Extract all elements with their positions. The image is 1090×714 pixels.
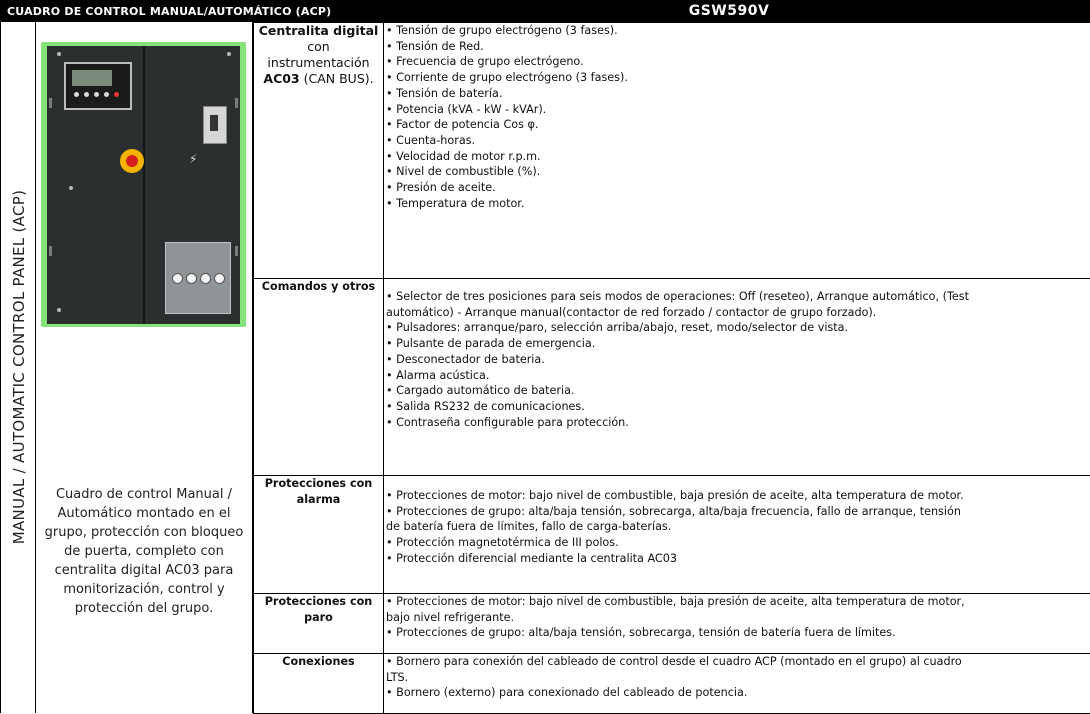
terminal-bolt-icon — [214, 273, 225, 284]
terminal-bolt-icon — [200, 273, 211, 284]
list-item: • Selector de tres posiciones para seis modos de operaciones: Off (reseteo), Arranque automático, (Test — [384, 289, 1090, 305]
section-title: Centralita digital — [259, 23, 379, 38]
list-item: • Bornero para conexión del cableado de control desde el cuadro ACP (montado en el grupo) al cuadro — [384, 654, 1090, 670]
screw-icon — [57, 52, 61, 56]
terminal-bolt-icon — [186, 273, 197, 284]
section-items-cell — [384, 279, 1090, 476]
list-item: • Protección diferencial mediante la centralita AC03 — [384, 551, 1090, 567]
section-model: AC03 — [263, 71, 299, 86]
list-item: • Tensión de Red. — [384, 39, 1090, 55]
hinge-icon — [49, 98, 52, 108]
table-row — [254, 279, 1090, 476]
list-item: bajo nivel refrigerante. — [384, 610, 1090, 626]
hinge-icon — [235, 246, 238, 256]
electrical-hazard-icon: ⚡ — [189, 152, 197, 166]
controller-button-icon — [74, 92, 79, 97]
list-item: • Protección magnetotérmica de III polos. — [384, 535, 1090, 551]
screw-icon — [69, 186, 73, 190]
list-item: • Frecuencia de grupo electrógeno. — [384, 54, 1090, 70]
section-items-cell — [384, 594, 1090, 654]
list-item: • Pulsante de parada de emergencia. — [384, 336, 1090, 352]
list-item: • Tensión de grupo electrógeno (3 fases). — [384, 23, 1090, 39]
list-item: • Nivel de combustible (%). — [384, 164, 1090, 180]
terminal-bolt-icon — [172, 273, 183, 284]
list-item: • Factor de potencia Cos φ. — [384, 117, 1090, 133]
section-model-suffix: (CAN BUS). — [300, 71, 374, 86]
section-items-cell — [384, 23, 1090, 279]
hinge-icon — [235, 98, 238, 108]
screw-icon — [57, 308, 61, 312]
lcd-screen — [72, 70, 112, 86]
section-title-cell — [254, 23, 384, 279]
list-item: LTS. — [384, 670, 1090, 686]
control-panel-photo — [41, 42, 246, 327]
section-title-cell — [254, 654, 384, 714]
list-item: • Pulsadores: arranque/paro, selección arriba/abajo, reset, modo/selector de vista. — [384, 320, 1090, 336]
list-item: • Contraseña configurable para protección. — [384, 415, 1090, 431]
table-row — [254, 654, 1090, 714]
controller-button-icon — [94, 92, 99, 97]
panel-door-divider — [143, 46, 145, 324]
list-item: • Cargado automático de bateria. — [384, 383, 1090, 399]
battery-disconnect-switch-icon — [203, 106, 227, 144]
list-item: de batería fuera de límites, fallo de carga-baterías. — [384, 519, 1090, 535]
panel-cabinet — [47, 46, 240, 324]
list-item: • Cuenta-horas. — [384, 133, 1090, 149]
list-item: • Tensión de batería. — [384, 86, 1090, 102]
list-item: • Velocidad de motor r.p.m. — [384, 149, 1090, 165]
spec-table — [253, 22, 1090, 714]
list-item: • Protecciones de motor: bajo nivel de combustible, baja presión de aceite, alta temperatura de motor, — [384, 594, 1090, 610]
panel-image-column — [36, 22, 253, 713]
list-item: • Presión de aceite. — [384, 180, 1090, 196]
panel-description: Cuadro de control Manual / Automático montado en el grupo, protección con bloqueo de puerta, completo con centralita digital AC03 para monitorización, control y protección del grupo. — [38, 485, 250, 618]
section-title-cell — [254, 476, 384, 594]
list-item: • Salida RS232 de comunicaciones. — [384, 399, 1090, 415]
section-subtitle: con — [307, 39, 329, 54]
section-title-cell — [254, 594, 384, 654]
list-item: • Protecciones de grupo: alta/baja tensión, sobrecarga, alta/baja frecuencia, fallo de arranque, tensión — [384, 504, 1090, 520]
section-title-cell — [254, 279, 384, 476]
section-items-cell — [384, 654, 1090, 714]
list-item: • Potencia (kVA - kW - kVAr). — [384, 102, 1090, 118]
list-item: • Protecciones de grupo: alta/baja tensión, sobrecarga, tensión de batería fuera de límites. — [384, 625, 1090, 641]
side-label-column — [0, 22, 36, 713]
list-item: • Temperatura de motor. — [384, 196, 1090, 212]
emergency-stop-icon — [120, 149, 144, 173]
section-title: Comandos y otros — [262, 280, 375, 293]
table-row — [254, 476, 1090, 594]
header-model-title: GSW590V — [368, 3, 1090, 19]
content-frame — [0, 22, 1090, 713]
section-title: Protecciones con alarma — [265, 477, 373, 506]
list-item: • Corriente de grupo electrógeno (3 fases). — [384, 70, 1090, 86]
controller-button-icon — [84, 92, 89, 97]
header-left-title: CUADRO DE CONTROL MANUAL/AUTOMÁTICO (ACP) — [0, 5, 368, 18]
table-row — [254, 594, 1090, 654]
section-subtitle: instrumentación — [267, 55, 369, 70]
list-item: • Alarma acústica. — [384, 368, 1090, 384]
controller-led-icon — [114, 92, 119, 97]
section-title: Conexiones — [282, 655, 354, 668]
list-item: • Desconectador de bateria. — [384, 352, 1090, 368]
controller-button-icon — [104, 92, 109, 97]
breaker-plate — [165, 242, 231, 314]
header-bar — [0, 0, 1090, 22]
hinge-icon — [49, 246, 52, 256]
list-item: automático) - Arranque manual(contactor de red forzado / contactor de grupo forzado). — [384, 305, 1090, 321]
list-item: • Bornero (externo) para conexionado del cableado de potencia. — [384, 685, 1090, 701]
screw-icon — [227, 52, 231, 56]
section-title: Protecciones con paro — [265, 595, 373, 624]
table-row — [254, 23, 1090, 279]
list-item: • Protecciones de motor: bajo nivel de combustible, baja presión de aceite, alta temperatura de motor. — [384, 488, 1090, 504]
digital-controller-display — [64, 62, 132, 110]
side-label: MANUAL / AUTOMATIC CONTROL PANEL (ACP) — [10, 190, 28, 545]
section-items-cell — [384, 476, 1090, 594]
